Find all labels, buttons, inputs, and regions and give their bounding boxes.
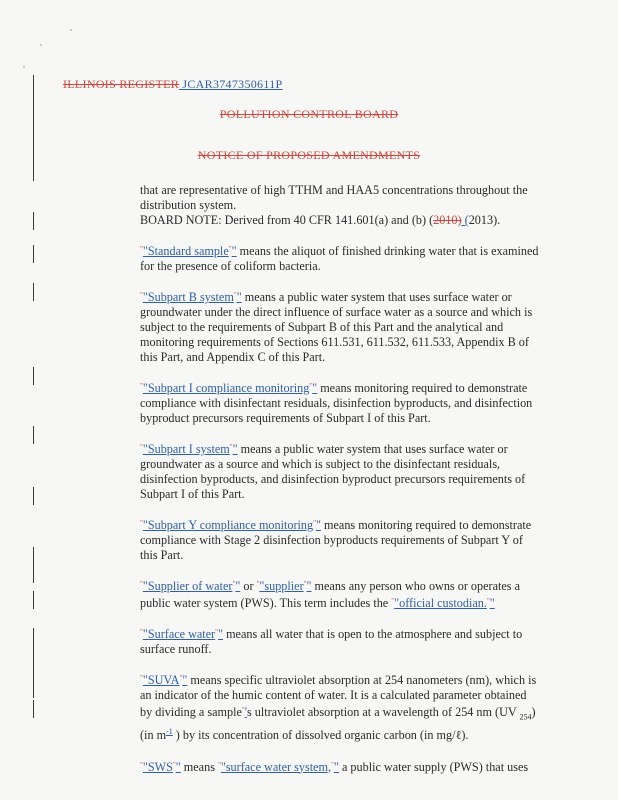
scan-speck <box>70 29 72 31</box>
term-close: " <box>175 759 181 774</box>
intro-continuation: that are representative of high TTHM and HAA5 concentrations throughout the distribution system. <box>140 183 528 212</box>
board-note-post: 2013). <box>468 213 501 227</box>
deleted-quote-mark: " <box>232 580 236 588</box>
deleted-quote-mark: " <box>229 443 233 451</box>
term: "Subpart I system <box>142 442 230 456</box>
deleted-quote-mark: " <box>140 291 143 299</box>
deleted-quote-mark: " <box>303 580 307 588</box>
term: "SUVA <box>142 673 180 687</box>
definition-text: means monitoring required to demonstrate compliance with Stage 2 disinfection byproducts requirements of Subpart Y of this Part. <box>140 518 532 562</box>
register-header <box>63 77 282 92</box>
term-close: " <box>489 596 495 610</box>
deleted-quote-mark: " <box>140 519 143 527</box>
deleted-quote-mark: " <box>140 382 143 390</box>
deleted-quote-mark: " <box>140 443 143 451</box>
deleted-quote-mark: " <box>140 674 143 682</box>
scan-speck <box>40 44 42 46</box>
board-note-deleted: 2010) <box>433 213 462 227</box>
deleted-quote-mark: " <box>172 760 176 769</box>
term-close: " <box>236 290 242 304</box>
term-close: " <box>315 518 321 532</box>
board-note <box>140 213 540 228</box>
register-deleted: ILLINOIS REGISTER <box>63 77 180 91</box>
term: "Standard sample <box>142 244 229 258</box>
connector: or <box>240 579 257 593</box>
board-note-inserted: ( <box>461 213 469 227</box>
definition-suva <box>140 671 540 744</box>
definition-text: ) by its concentration of dissolved organic carbon (in mg/ℓ). <box>172 728 469 743</box>
definition-text: a public water supply (PWS) that uses <box>338 759 529 774</box>
wavelength-subscript: 254 <box>519 712 532 722</box>
deleted-quote-mark: " <box>140 245 143 253</box>
term: "Supplier of water <box>142 579 233 593</box>
change-bar <box>33 426 34 444</box>
change-bar <box>33 75 34 181</box>
term: "surface water system, <box>220 759 332 774</box>
scan-speck <box>23 66 25 68</box>
change-bar <box>33 700 34 718</box>
document-body <box>140 183 540 775</box>
definition-subpart-i-system <box>140 440 540 502</box>
change-bar <box>33 367 34 385</box>
term: "Subpart B system <box>142 290 234 304</box>
change-bar <box>33 245 34 263</box>
definition-subpart-i-monitoring <box>140 379 540 426</box>
deleted-quote-mark: " <box>233 291 237 299</box>
definition-subpart-y-monitoring <box>140 516 540 563</box>
connector: means <box>180 759 218 774</box>
deleted-quote-mark: " <box>309 382 313 390</box>
deleted-quote-mark: " <box>140 580 143 588</box>
definition-text: means the aliquot of finished drinking water that is examined for the presence of coliform bacteria. <box>140 244 539 273</box>
deleted-quote-mark: " <box>140 760 143 769</box>
change-bar <box>33 547 34 583</box>
term-close: " <box>232 442 238 456</box>
change-bar <box>33 212 34 230</box>
term-close: " <box>231 244 237 258</box>
term: "supplier <box>259 579 304 593</box>
term: "Subpart I compliance monitoring <box>142 381 310 395</box>
notice-title-text: NOTICE OF PROPOSED AMENDMENTS <box>197 148 421 162</box>
board-title <box>0 107 618 122</box>
term-close: " <box>218 627 224 641</box>
deleted-quote-mark: " <box>486 597 490 605</box>
notice-title <box>0 148 618 163</box>
definition-surface-water <box>140 625 540 657</box>
deleted-quote-mark: " <box>217 760 221 769</box>
unit-superscript: -1 <box>166 727 173 737</box>
definition-text: means a public water system that uses surface water or groundwater as a source and which is subject to the disinfectant residuals, disinfection byproducts, and disinfection byproduct precursors requirements of Subpart I of this Part. <box>140 442 526 501</box>
definition-text: means specific ultraviolet absorption at 254 nanometers (nm), which is an indicator of the humic content of water. It is a calculated parameter obtained by dividing a sample <box>140 673 537 719</box>
term: "SWS <box>142 759 173 774</box>
definition-text: means any person who owns or operates a public water system (PWS). This term includes the <box>140 579 520 610</box>
definition-subpart-b-system <box>140 288 540 365</box>
definition-text: means all water that is open to the atmosphere and subject to surface runoff. <box>140 627 523 656</box>
deleted-quote-mark: " <box>215 628 219 636</box>
deleted-quote-mark: " <box>140 628 143 636</box>
term: "Surface water <box>142 627 216 641</box>
definition-text: s ultraviolet absorption at a wavelength of 254 nm (UV <box>246 705 520 719</box>
definition-standard-sample <box>140 242 540 274</box>
term-close: " <box>306 579 312 593</box>
deleted-quote-mark: " <box>331 760 334 769</box>
deleted-quote-mark: " <box>228 245 232 253</box>
definition-sws <box>140 758 540 775</box>
official-custodian-term: "official custodian. <box>394 596 487 610</box>
change-bar <box>33 283 34 301</box>
change-bar <box>33 591 34 609</box>
term: "Subpart Y compliance monitoring <box>142 518 314 532</box>
change-bar <box>33 628 34 698</box>
register-inserted: JCAR3747350611P <box>182 77 283 91</box>
definition-text: ) (in m <box>140 705 536 743</box>
term-close: " <box>312 381 318 395</box>
definition-text: means monitoring required to demonstrate compliance with disinfectant residuals, disinfection byproducts, and disinfection byproduct precursors requirements of Subpart I of this Part. <box>140 381 533 425</box>
change-bar <box>33 487 34 505</box>
deleted-quote-mark: " <box>391 597 395 605</box>
term-close: " <box>182 673 188 687</box>
board-title-text: POLLUTION CONTROL BOARD <box>219 107 399 121</box>
deleted-quote-mark: " <box>241 706 245 714</box>
definition-supplier-of-water <box>140 577 540 611</box>
deleted-quote-mark: " <box>179 674 183 682</box>
apostrophe: ' <box>244 705 247 719</box>
definition-text: means a public water system that uses surface water or groundwater under the direct influence of surface water as a source and which is subject to the requirements of Subpart B of this Part and the analytical and monitoring requirements of Sections 611.531, 611.532, 611.533, Appendix B of this Part, and Appendix C of this Part. <box>140 290 533 364</box>
term-close: " <box>235 579 241 593</box>
deleted-quote-mark: " <box>256 580 260 588</box>
term-close: " <box>333 759 339 774</box>
deleted-quote-mark: " <box>313 519 316 527</box>
board-note-pre: BOARD NOTE: Derived from 40 CFR 141.601(a) and (b) ( <box>140 213 434 227</box>
